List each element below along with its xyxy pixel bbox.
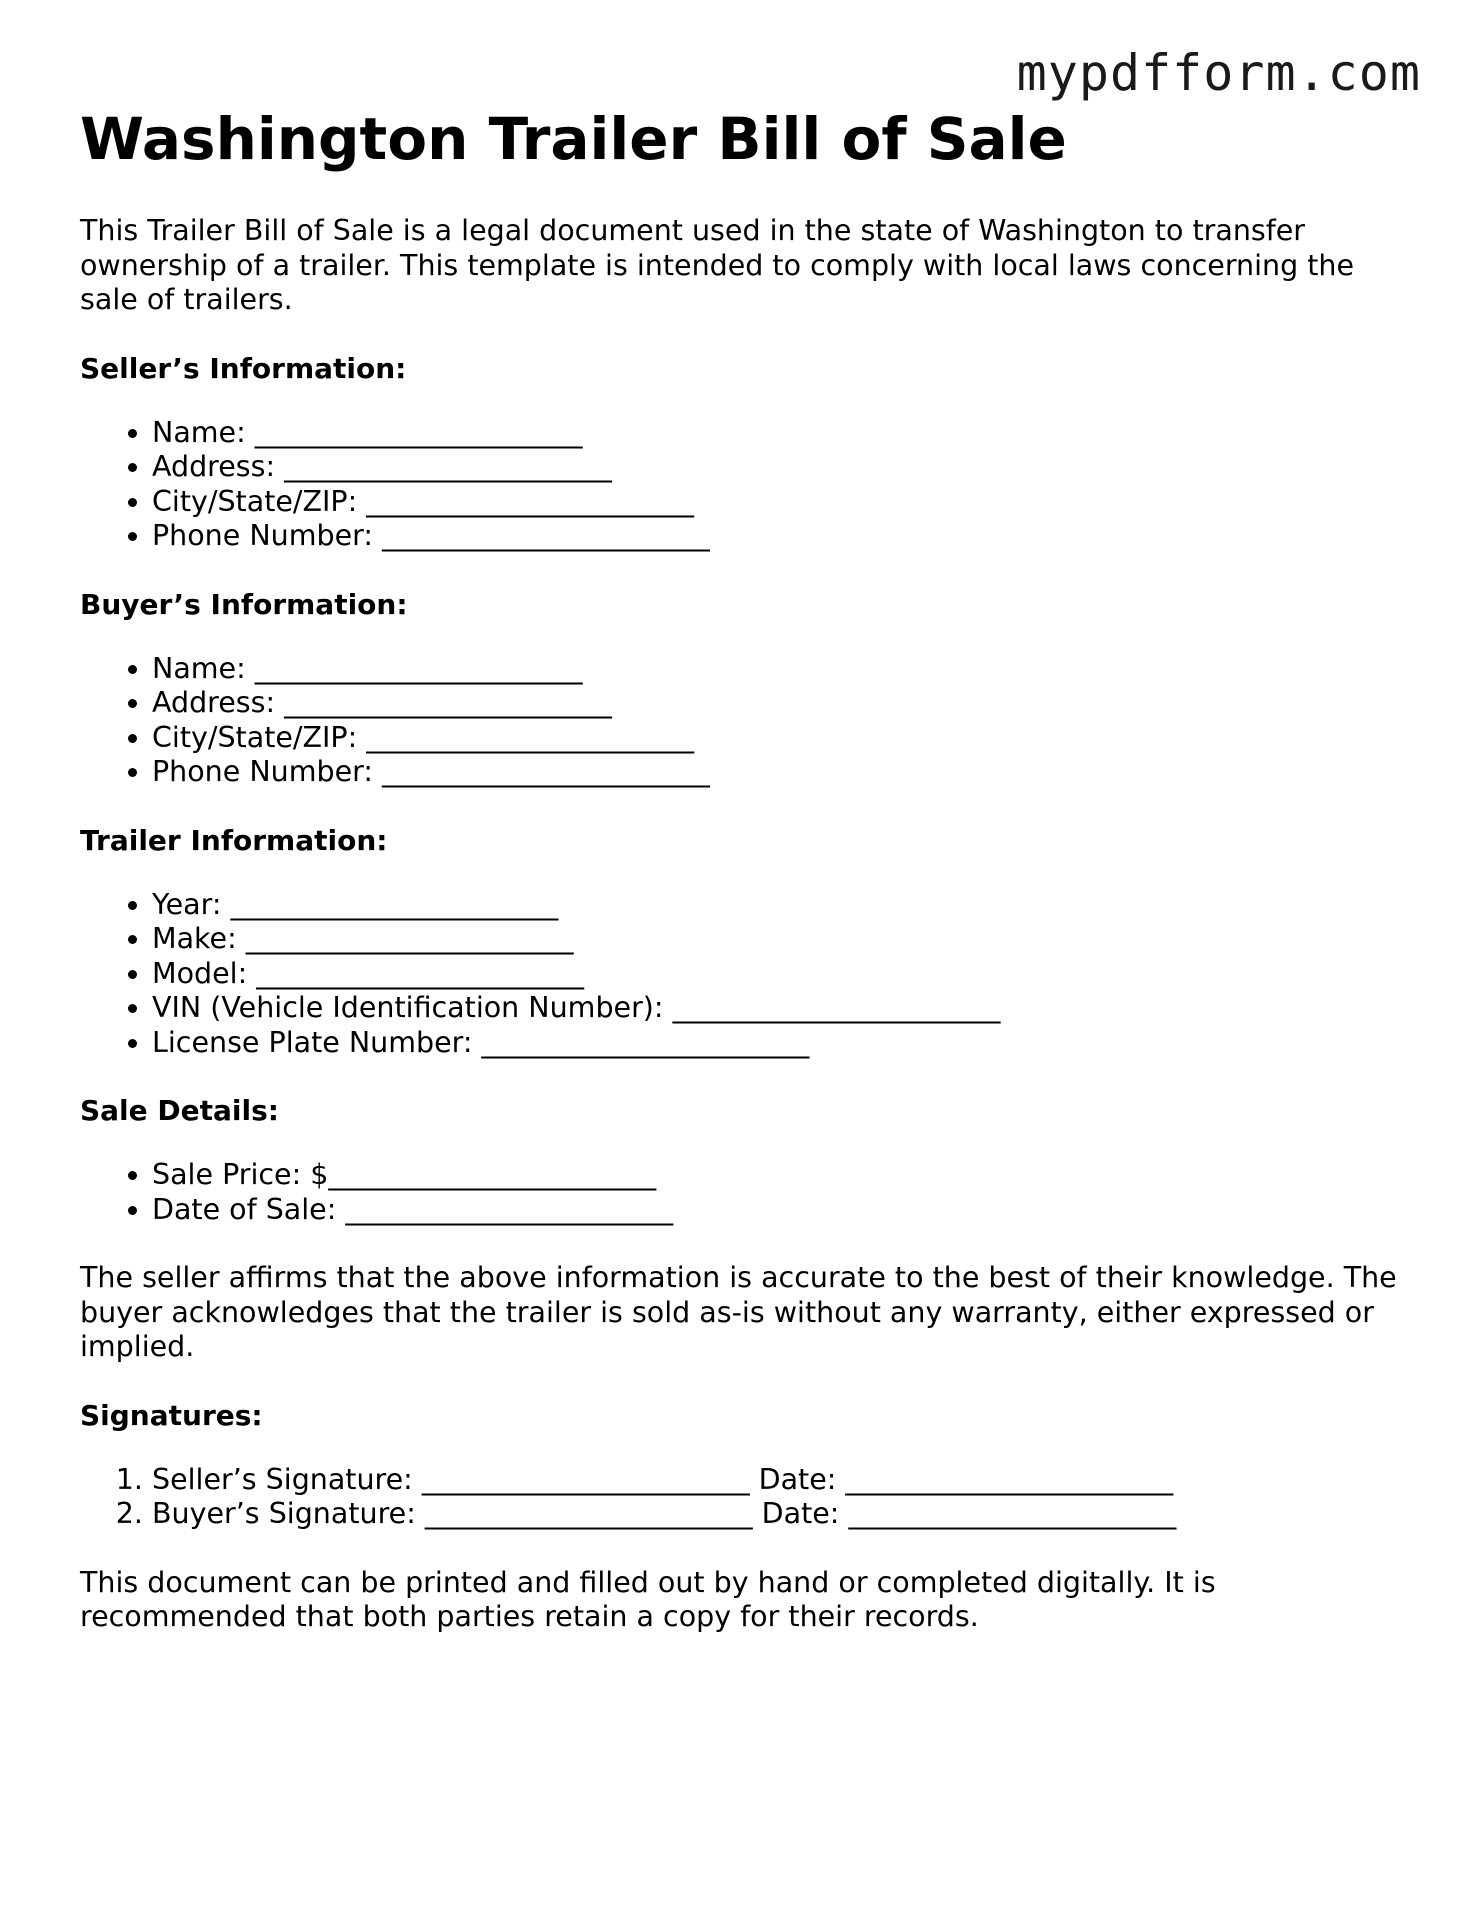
sale-price-field[interactable]: • Sale Price: $_______________________ [152, 1158, 1400, 1193]
buyer-phone-field[interactable]: • Phone Number: _______________________ [152, 755, 1400, 790]
document-title: Washington Trailer Bill of Sale [80, 105, 1067, 173]
document-page [80, 104, 1400, 1635]
seller-heading: Seller’s Information: [80, 351, 407, 385]
intro-paragraph: This Trailer Bill of Sale is a legal document used in the state of Washington to transfer ownership of a trailer. This template is intended to comply with local laws concerning the sale of trailers. [80, 214, 1355, 316]
seller-city-state-zip-field[interactable]: • City/State/ZIP: _______________________ [152, 485, 1400, 520]
trailer-fields-list [80, 888, 1400, 1061]
trailer-year-field[interactable]: • Year: _______________________ [152, 888, 1400, 923]
buyer-address-field[interactable]: • Address: _______________________ [152, 686, 1400, 721]
closing-paragraph: This document can be printed and filled out by hand or completed digitally. It is recommended that both parties retain a copy for their records. [80, 1565, 1216, 1633]
trailer-heading: Trailer Information: [80, 823, 388, 857]
seller-signature-field[interactable]: 1. Seller’s Signature: _______________________ Date: _______________________ [152, 1463, 1400, 1498]
sale-fields-list [80, 1158, 1400, 1227]
buyer-signature-field[interactable]: 2. Buyer’s Signature: _______________________ Date: _______________________ [152, 1497, 1400, 1532]
signatures-heading: Signatures: [80, 1398, 263, 1432]
trailer-license-plate-field[interactable]: • License Plate Number: _______________________ [152, 1026, 1400, 1061]
buyer-city-state-zip-field[interactable]: • City/State/ZIP: _______________________ [152, 721, 1400, 756]
affirmation-paragraph: The seller affirms that the above information is accurate to the best of their knowledge. The buyer acknowledges that the trailer is sold as-is without any warranty, either expressed or implied. [80, 1261, 1397, 1363]
trailer-make-field[interactable]: • Make: _______________________ [152, 922, 1400, 957]
trailer-vin-field[interactable]: • VIN (Vehicle Identification Number): _______________________ [152, 991, 1400, 1026]
buyer-heading: Buyer’s Information: [80, 587, 408, 621]
sale-date-field[interactable]: • Date of Sale: _______________________ [152, 1193, 1400, 1228]
signatures-list [80, 1463, 1400, 1532]
seller-address-field[interactable]: • Address: _______________________ [152, 450, 1400, 485]
seller-name-field[interactable]: • Name: _______________________ [152, 416, 1400, 451]
seller-phone-field[interactable]: • Phone Number: _______________________ [152, 519, 1400, 554]
trailer-model-field[interactable]: • Model: _______________________ [152, 957, 1400, 992]
sale-heading: Sale Details: [80, 1094, 279, 1127]
buyer-fields-list [80, 652, 1400, 790]
seller-fields-list [80, 416, 1400, 554]
watermark: mypdfform.com [1016, 44, 1421, 102]
buyer-name-field[interactable]: • Name: _______________________ [152, 652, 1400, 687]
